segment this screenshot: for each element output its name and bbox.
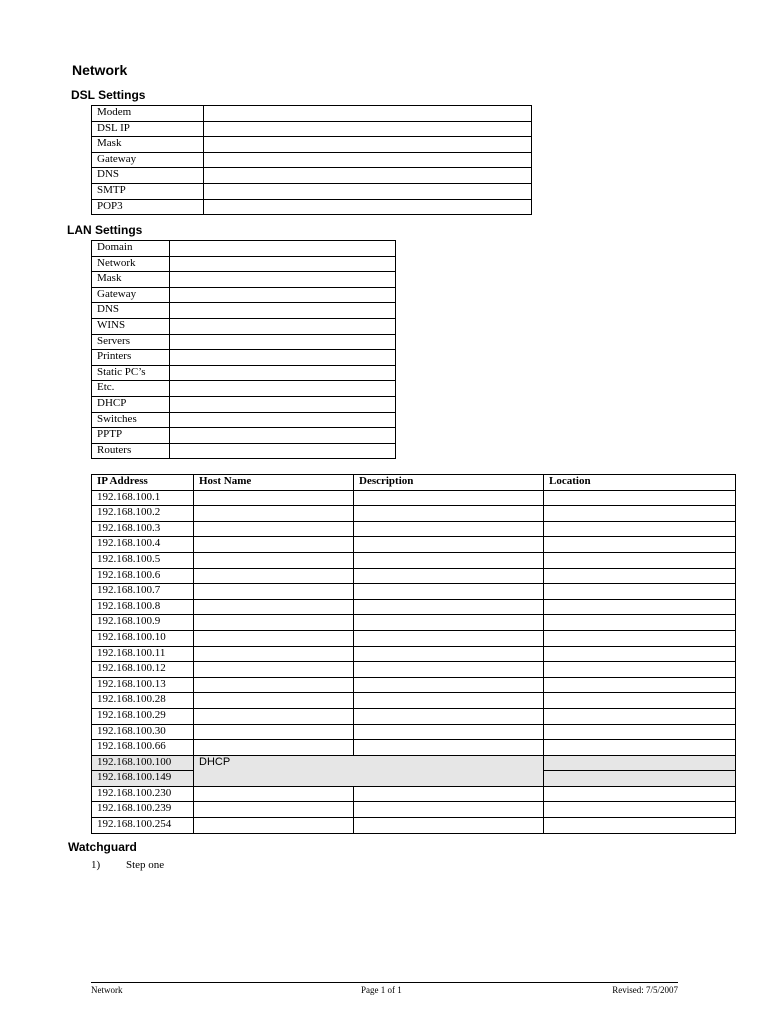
host-name-cell bbox=[194, 786, 354, 802]
location-cell bbox=[544, 740, 736, 756]
watchguard-heading: Watchguard bbox=[68, 840, 137, 854]
description-cell bbox=[354, 490, 544, 506]
table-row bbox=[92, 584, 736, 600]
description-cell bbox=[354, 521, 544, 537]
table-row bbox=[92, 443, 396, 459]
setting-label: Etc. bbox=[92, 381, 170, 397]
location-cell bbox=[544, 599, 736, 615]
table-row bbox=[92, 568, 736, 584]
host-name-cell bbox=[194, 568, 354, 584]
description-cell bbox=[354, 818, 544, 834]
description-cell bbox=[354, 740, 544, 756]
setting-value-cell bbox=[170, 272, 396, 288]
step-list-item bbox=[91, 859, 164, 871]
setting-value-cell bbox=[170, 241, 396, 257]
location-cell bbox=[544, 568, 736, 584]
setting-label: Routers bbox=[92, 443, 170, 459]
lan-settings-table bbox=[91, 240, 396, 459]
table-row bbox=[92, 521, 736, 537]
location-cell bbox=[544, 552, 736, 568]
setting-value-cell bbox=[170, 334, 396, 350]
column-header-ip-address: IP Address bbox=[92, 475, 194, 491]
description-cell bbox=[354, 646, 544, 662]
dsl-settings-table bbox=[91, 105, 532, 215]
setting-label: DSL IP bbox=[92, 121, 204, 137]
description-cell bbox=[354, 724, 544, 740]
setting-value-cell bbox=[170, 396, 396, 412]
setting-value-cell bbox=[204, 106, 532, 122]
table-row bbox=[92, 755, 736, 771]
table-row bbox=[92, 818, 736, 834]
ip-address-cell: 192.168.100.30 bbox=[92, 724, 194, 740]
host-name-cell bbox=[194, 693, 354, 709]
table-row bbox=[92, 490, 736, 506]
lan-settings-heading: LAN Settings bbox=[67, 223, 143, 237]
host-name-cell bbox=[194, 802, 354, 818]
ip-address-cell: 192.168.100.3 bbox=[92, 521, 194, 537]
table-row bbox=[92, 646, 736, 662]
ip-address-cell: 192.168.100.239 bbox=[92, 802, 194, 818]
description-cell bbox=[354, 599, 544, 615]
setting-value-cell bbox=[170, 350, 396, 366]
setting-value-cell bbox=[170, 381, 396, 397]
table-row bbox=[92, 740, 736, 756]
description-cell bbox=[354, 677, 544, 693]
location-cell bbox=[544, 802, 736, 818]
setting-value-cell bbox=[204, 137, 532, 153]
description-cell bbox=[354, 615, 544, 631]
setting-value-cell bbox=[170, 287, 396, 303]
setting-label: Printers bbox=[92, 350, 170, 366]
host-name-cell bbox=[194, 521, 354, 537]
ip-address-cell: 192.168.100.10 bbox=[92, 630, 194, 646]
host-name-cell: DHCP bbox=[194, 755, 544, 786]
host-name-cell bbox=[194, 630, 354, 646]
page-footer bbox=[91, 982, 678, 997]
table-row bbox=[92, 599, 736, 615]
table-row bbox=[92, 168, 532, 184]
footer-page-number: Page 1 of 1 bbox=[361, 985, 402, 995]
host-name-cell bbox=[194, 662, 354, 678]
setting-label: Servers bbox=[92, 334, 170, 350]
setting-value-cell bbox=[170, 365, 396, 381]
description-cell bbox=[354, 693, 544, 709]
table-row bbox=[92, 724, 736, 740]
table-row bbox=[92, 693, 736, 709]
description-cell bbox=[354, 786, 544, 802]
setting-label: DHCP bbox=[92, 396, 170, 412]
setting-label: Domain bbox=[92, 241, 170, 257]
table-row bbox=[92, 199, 532, 215]
footer-document-name: Network bbox=[91, 985, 123, 995]
setting-label: PPTP bbox=[92, 428, 170, 444]
setting-value-cell bbox=[204, 152, 532, 168]
host-name-cell bbox=[194, 506, 354, 522]
ip-address-cell: 192.168.100.5 bbox=[92, 552, 194, 568]
table-row bbox=[92, 303, 396, 319]
setting-label: Static PC’s bbox=[92, 365, 170, 381]
footer-revised-date: Revised: 7/5/2007 bbox=[612, 985, 678, 995]
ip-address-cell: 192.168.100.254 bbox=[92, 818, 194, 834]
description-cell bbox=[354, 537, 544, 553]
ip-address-cell: 192.168.100.2 bbox=[92, 506, 194, 522]
table-row bbox=[92, 137, 532, 153]
host-name-cell bbox=[194, 724, 354, 740]
setting-label: Switches bbox=[92, 412, 170, 428]
location-cell bbox=[544, 537, 736, 553]
location-cell bbox=[544, 506, 736, 522]
setting-label: DNS bbox=[92, 303, 170, 319]
host-name-cell bbox=[194, 708, 354, 724]
host-name-cell bbox=[194, 615, 354, 631]
table-row bbox=[92, 272, 396, 288]
description-cell bbox=[354, 552, 544, 568]
setting-value-cell bbox=[204, 121, 532, 137]
table-row bbox=[92, 537, 736, 553]
table-row bbox=[92, 256, 396, 272]
ip-address-cell: 192.168.100.29 bbox=[92, 708, 194, 724]
description-cell bbox=[354, 662, 544, 678]
ip-address-table bbox=[91, 474, 736, 834]
setting-value-cell bbox=[204, 199, 532, 215]
table-row bbox=[92, 552, 736, 568]
location-cell bbox=[544, 771, 736, 787]
table-row bbox=[92, 241, 396, 257]
setting-label: Modem bbox=[92, 106, 204, 122]
table-row bbox=[92, 786, 736, 802]
setting-value-cell bbox=[170, 318, 396, 334]
setting-label: DNS bbox=[92, 168, 204, 184]
location-cell bbox=[544, 490, 736, 506]
ip-table-header-row bbox=[92, 475, 736, 491]
host-name-cell bbox=[194, 584, 354, 600]
ip-address-cell: 192.168.100.6 bbox=[92, 568, 194, 584]
setting-value-cell bbox=[170, 412, 396, 428]
table-row bbox=[92, 615, 736, 631]
setting-label: Network bbox=[92, 256, 170, 272]
location-cell bbox=[544, 786, 736, 802]
ip-address-cell: 192.168.100.13 bbox=[92, 677, 194, 693]
host-name-cell bbox=[194, 646, 354, 662]
location-cell bbox=[544, 646, 736, 662]
host-name-cell bbox=[194, 740, 354, 756]
setting-label: Gateway bbox=[92, 152, 204, 168]
setting-value-cell bbox=[170, 428, 396, 444]
table-row bbox=[92, 396, 396, 412]
page-title: Network bbox=[72, 62, 128, 78]
table-row bbox=[92, 106, 532, 122]
step-number: 1) bbox=[91, 859, 101, 871]
table-row bbox=[92, 183, 532, 199]
table-row bbox=[92, 630, 736, 646]
table-row bbox=[92, 677, 736, 693]
table-row bbox=[92, 365, 396, 381]
step-text: Step one bbox=[126, 859, 165, 871]
setting-value-cell bbox=[204, 168, 532, 184]
location-cell bbox=[544, 693, 736, 709]
host-name-cell bbox=[194, 677, 354, 693]
location-cell bbox=[544, 677, 736, 693]
setting-value-cell bbox=[170, 303, 396, 319]
setting-label: POP3 bbox=[92, 199, 204, 215]
location-cell bbox=[544, 630, 736, 646]
table-row bbox=[92, 121, 532, 137]
ip-address-cell: 192.168.100.100 bbox=[92, 755, 194, 771]
column-header-host-name: Host Name bbox=[194, 475, 354, 491]
location-cell bbox=[544, 521, 736, 537]
ip-address-cell: 192.168.100.11 bbox=[92, 646, 194, 662]
location-cell bbox=[544, 584, 736, 600]
setting-value-cell bbox=[170, 443, 396, 459]
setting-label: SMTP bbox=[92, 183, 204, 199]
ip-address-cell: 192.168.100.7 bbox=[92, 584, 194, 600]
ip-address-cell: 192.168.100.9 bbox=[92, 615, 194, 631]
location-cell bbox=[544, 724, 736, 740]
table-row bbox=[92, 506, 736, 522]
location-cell bbox=[544, 755, 736, 771]
host-name-cell bbox=[194, 599, 354, 615]
description-cell bbox=[354, 802, 544, 818]
table-row bbox=[92, 318, 396, 334]
dsl-settings-heading: DSL Settings bbox=[71, 88, 146, 102]
host-name-cell bbox=[194, 552, 354, 568]
host-name-cell bbox=[194, 490, 354, 506]
ip-address-cell: 192.168.100.1 bbox=[92, 490, 194, 506]
table-row bbox=[92, 381, 396, 397]
description-cell bbox=[354, 506, 544, 522]
description-cell bbox=[354, 708, 544, 724]
location-cell bbox=[544, 708, 736, 724]
description-cell bbox=[354, 584, 544, 600]
setting-label: WINS bbox=[92, 318, 170, 334]
host-name-cell bbox=[194, 818, 354, 834]
description-cell bbox=[354, 568, 544, 584]
table-row bbox=[92, 152, 532, 168]
ip-address-cell: 192.168.100.66 bbox=[92, 740, 194, 756]
table-row bbox=[92, 412, 396, 428]
host-name-cell bbox=[194, 537, 354, 553]
table-row bbox=[92, 662, 736, 678]
setting-label: Mask bbox=[92, 137, 204, 153]
location-cell bbox=[544, 818, 736, 834]
setting-label: Gateway bbox=[92, 287, 170, 303]
table-row bbox=[92, 287, 396, 303]
ip-address-cell: 192.168.100.8 bbox=[92, 599, 194, 615]
table-row bbox=[92, 350, 396, 366]
description-cell bbox=[354, 630, 544, 646]
ip-address-cell: 192.168.100.149 bbox=[92, 771, 194, 787]
column-header-location: Location bbox=[544, 475, 736, 491]
table-row bbox=[92, 708, 736, 724]
column-header-description: Description bbox=[354, 475, 544, 491]
ip-address-cell: 192.168.100.28 bbox=[92, 693, 194, 709]
location-cell bbox=[544, 615, 736, 631]
setting-value-cell bbox=[204, 183, 532, 199]
setting-label: Mask bbox=[92, 272, 170, 288]
table-row bbox=[92, 428, 396, 444]
setting-value-cell bbox=[170, 256, 396, 272]
location-cell bbox=[544, 662, 736, 678]
table-row bbox=[92, 802, 736, 818]
ip-address-cell: 192.168.100.4 bbox=[92, 537, 194, 553]
table-row bbox=[92, 334, 396, 350]
ip-address-cell: 192.168.100.12 bbox=[92, 662, 194, 678]
ip-address-cell: 192.168.100.230 bbox=[92, 786, 194, 802]
